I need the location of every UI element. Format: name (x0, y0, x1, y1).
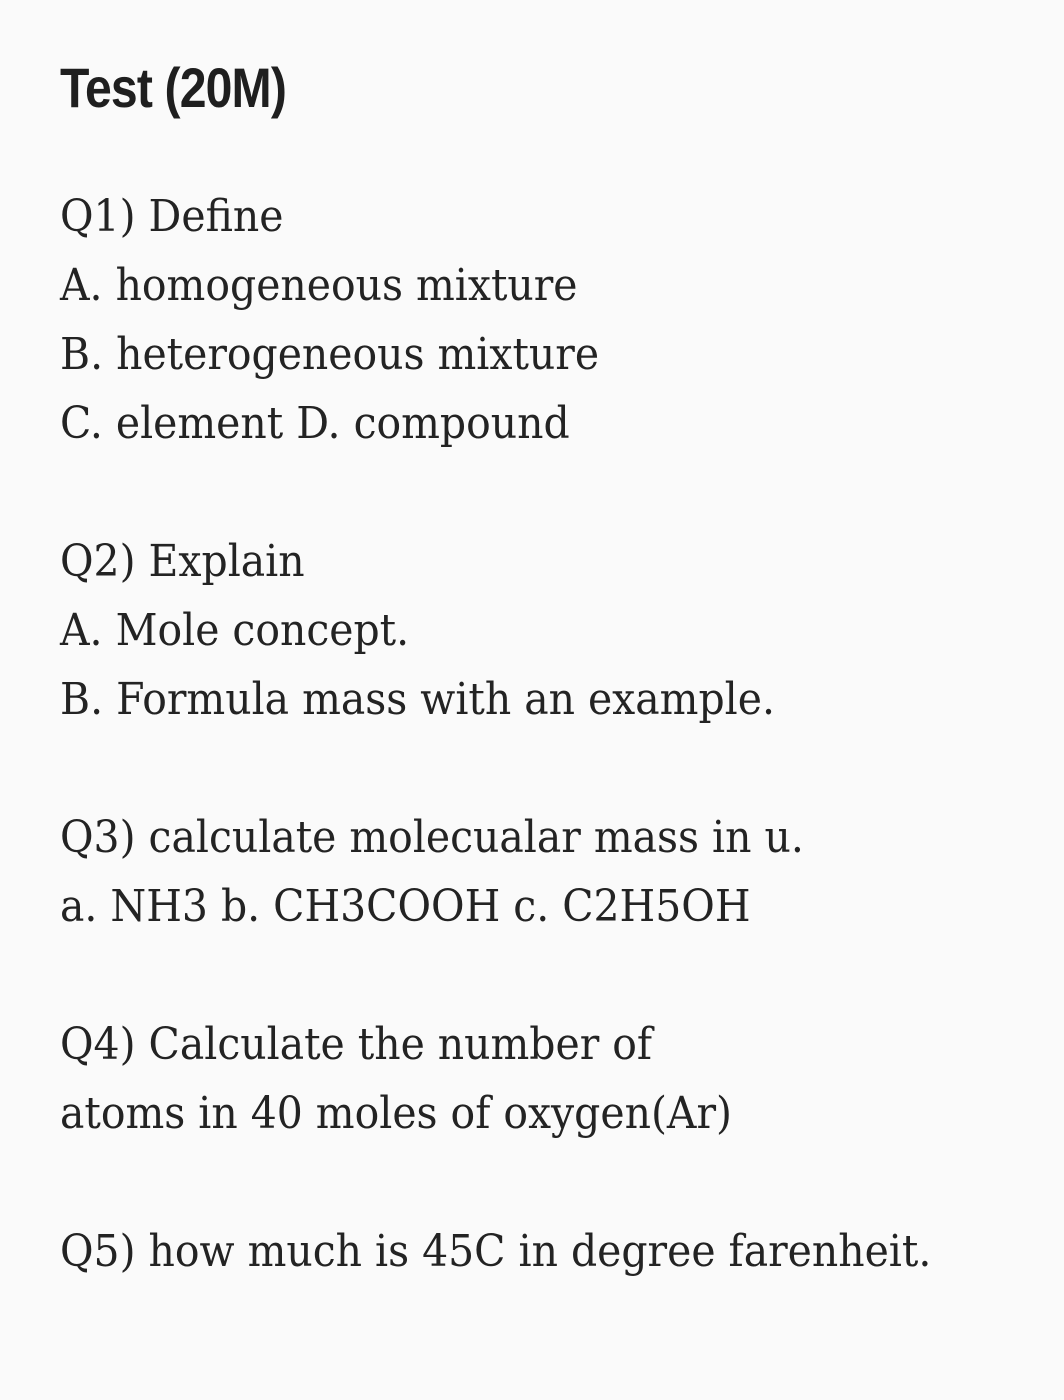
question-3-parts: a. NH3 b. CH3COOH c. C2H5OH (60, 881, 751, 932)
question-5 (60, 1217, 1040, 1286)
question-2-heading: Q2) Explain (60, 536, 305, 587)
question-2-part-a: A. Mole concept. (60, 605, 410, 656)
question-3 (60, 803, 1040, 941)
question-1-heading: Q1) Define (60, 191, 284, 242)
question-1-part-b: B. heterogeneous mixture (60, 329, 600, 380)
question-4 (60, 1010, 1040, 1148)
question-3-heading: Q3) calculate molecualar mass in u. (60, 812, 804, 863)
question-2 (60, 527, 1040, 734)
test-document (60, 56, 1040, 1355)
question-1 (60, 182, 1040, 458)
question-1-part-c-d: C. element D. compound (60, 398, 570, 449)
question-1-part-a: A. homogeneous mixture (60, 260, 578, 311)
test-title: Test (20M) (60, 56, 286, 119)
question-2-part-b: B. Formula mass with an example. (60, 674, 775, 725)
question-4-line-2: atoms in 40 moles of oxygen(Ar) (60, 1088, 732, 1139)
question-4-line-1: Q4) Calculate the number of (60, 1019, 653, 1070)
question-5-heading: Q5) how much is 45C in degree farenheit. (60, 1226, 932, 1277)
